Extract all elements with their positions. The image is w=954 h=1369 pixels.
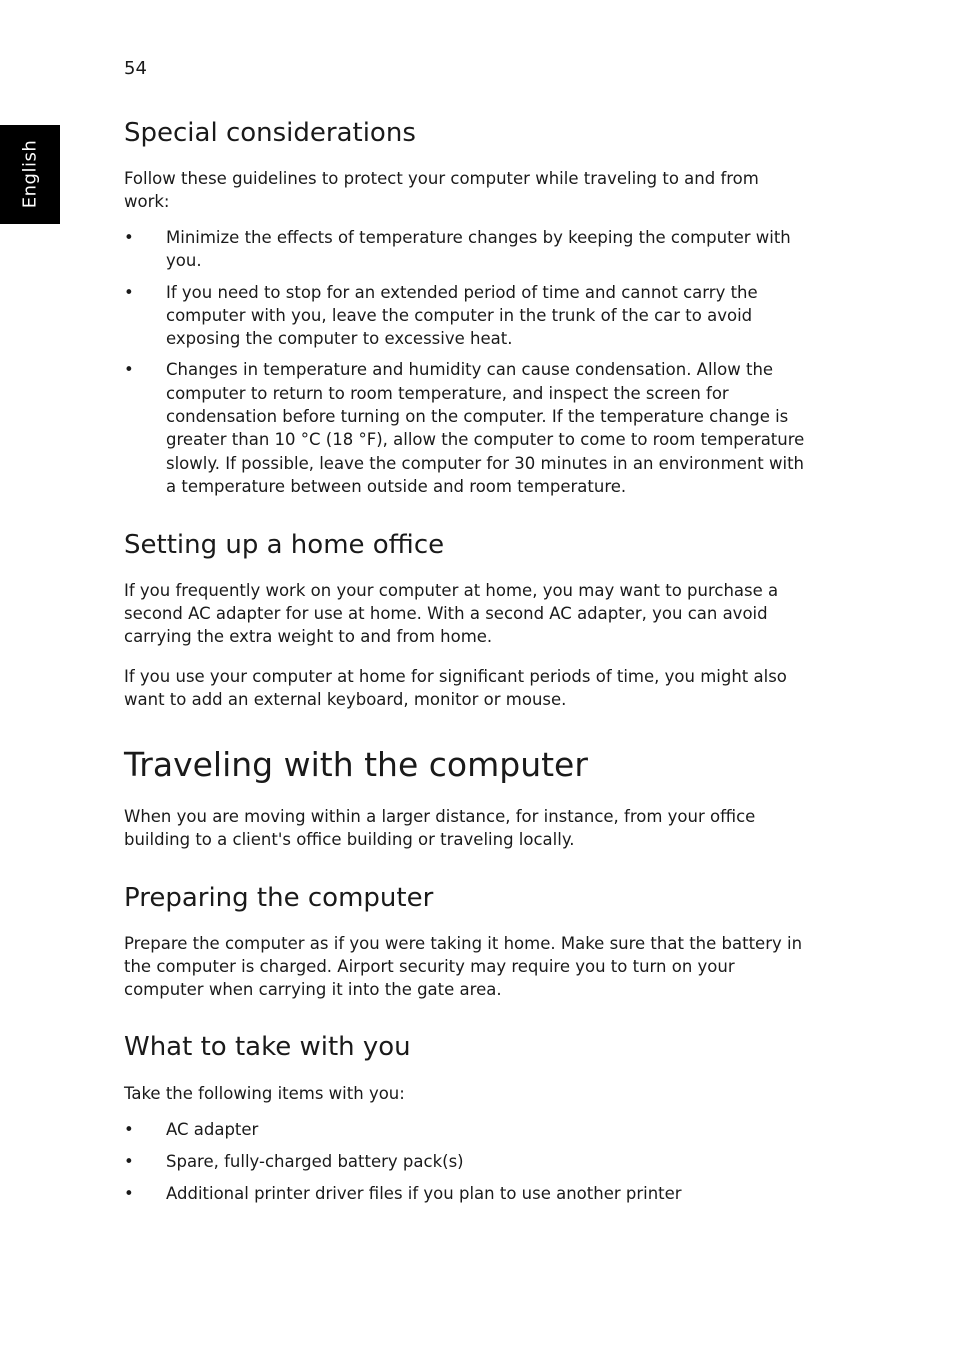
home-office-paragraph-1: If you frequently work on your computer at home, you may want to purchase a second AC adapter for use at home. With a second AC adapter, you can avoid carrying the extra weight to and from home.: [124, 581, 779, 646]
list-item: [124, 358, 814, 498]
bullet-marker: •: [124, 1183, 134, 1203]
bullet-marker: •: [124, 1120, 134, 1139]
language-tab: [0, 125, 60, 224]
list-item-text: Spare, fully-charged battery pack(s): [166, 1151, 464, 1171]
list-item-text: Changes in temperature and humidity can cause condensation. Allow the computer to return to room temperature, and inspect the screen for condensation before turning on the computer. If the temperature change is greater than 10 °C (18 °F), allow the computer to come to room temperature slowly. If possible, leave the computer for 30 minutes in an environment with a temperature between outside and room temperature.: [166, 360, 805, 496]
bullet-marker: •: [124, 1151, 134, 1171]
heading-traveling-with-computer: Traveling with the computer: [124, 745, 588, 784]
heading-what-to-take: What to take with you: [124, 1032, 411, 1062]
bullet-marker: •: [124, 360, 134, 380]
list-item: [124, 1150, 814, 1173]
take-with-intro: Take the following items with you:: [124, 1084, 405, 1103]
bullet-marker: •: [124, 228, 134, 247]
list-item: [124, 226, 814, 273]
list-item-text: If you need to stop for an extended period of time and cannot carry the computer with you, leave the computer in the trunk of the car to avoid exposing the computer to excessive heat.: [166, 282, 758, 349]
list-item: [124, 281, 814, 351]
language-tab-label: English: [19, 139, 41, 209]
list-item-text: AC adapter: [166, 1120, 259, 1139]
home-office-paragraph-2: If you use your computer at home for significant periods of time, you might also want to add an external keyboard, monitor or mouse.: [124, 667, 787, 709]
special-intro: Follow these guidelines to protect your computer while traveling to and from work:: [124, 169, 759, 211]
heading-preparing-computer: Preparing the computer: [124, 883, 434, 913]
bullet-marker: •: [124, 282, 134, 302]
special-bullet-list: [124, 226, 814, 498]
list-item: [124, 1118, 814, 1141]
page-number: 54: [124, 58, 147, 79]
list-item: [124, 1182, 814, 1205]
heading-home-office: Setting up a home office: [124, 530, 445, 560]
traveling-intro: When you are moving within a larger distance, for instance, from your office building to a client's office building or traveling locally.: [124, 807, 756, 849]
list-item-text: Additional printer driver files if you plan to use another printer: [166, 1183, 682, 1203]
list-item-text: Minimize the effects of temperature changes by keeping the computer with you.: [166, 228, 791, 271]
take-with-bullet-list: [124, 1118, 814, 1205]
preparing-paragraph: Prepare the computer as if you were taking it home. Make sure that the battery in the computer is charged. Airport security may require you to turn on your computer when carrying it into the gate area.: [124, 934, 803, 999]
heading-special-considerations: Special considerations: [124, 118, 416, 148]
